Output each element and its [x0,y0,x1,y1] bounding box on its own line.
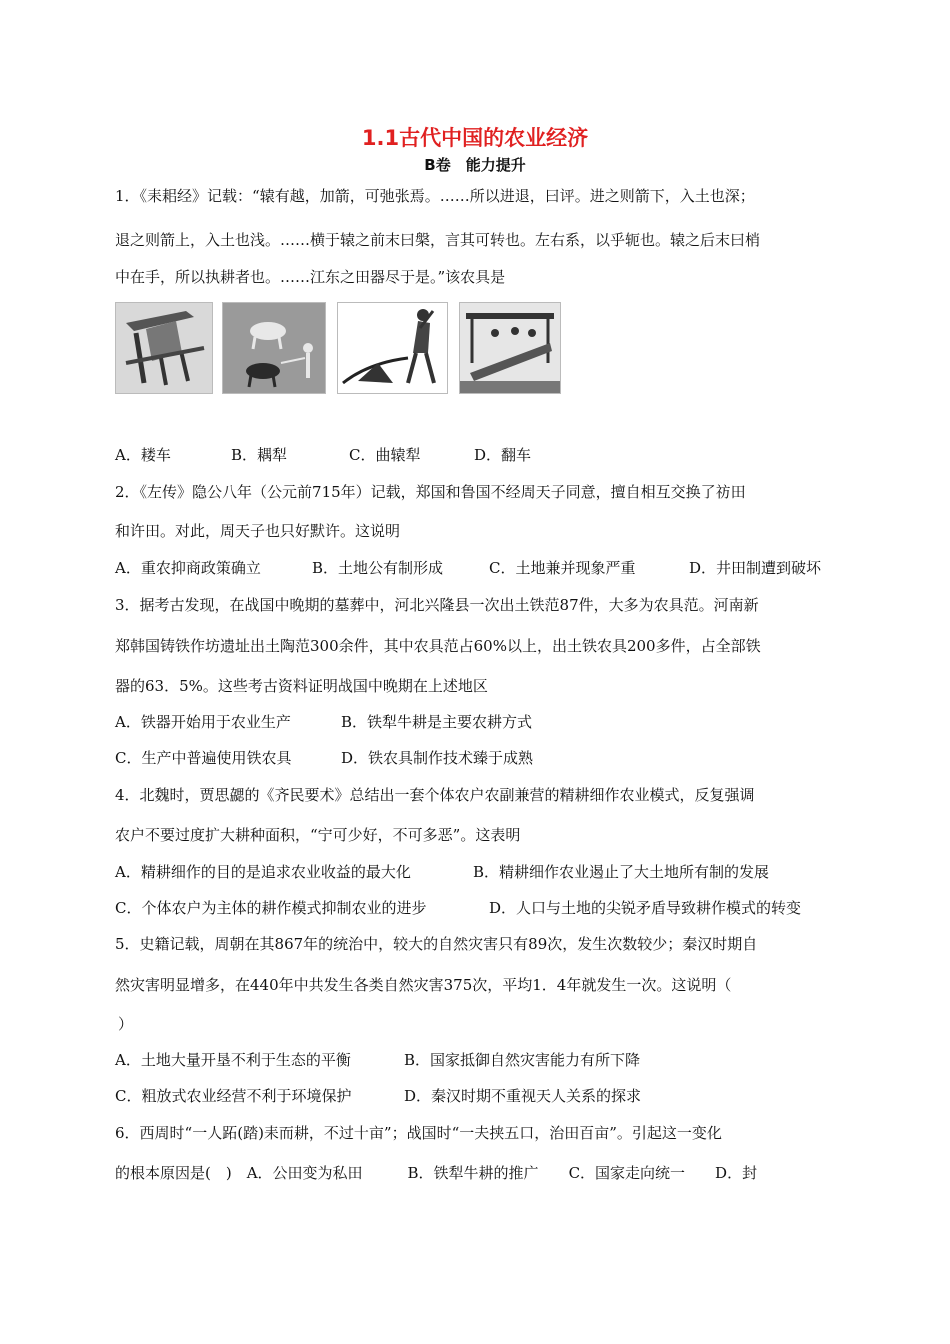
q5-option-d[interactable]: D．秦汉时期不重视天人关系的探求 [404,1087,642,1105]
question-1-line-2: 退之则箭上，入土也浅。……横于辕之前末曰槃，言其可转也。左右系，以乎轭也。辕之后末曰梢 [115,231,761,249]
question-4-options-row-1 [115,862,845,882]
question-5-line-1: 5．史籍记载，周朝在其867年的统治中，较大的自然灾害只有89次，发生次数较少；秦汉时期自 [115,935,758,953]
q4-option-a[interactable]: A．精耕细作的目的是追求农业收益的最大化 [115,863,411,881]
q2-option-c[interactable]: C．土地兼并现象严重 [489,559,636,577]
q3-option-a[interactable]: A．铁器开始用于农业生产 [115,713,291,731]
question-5-options-row-2 [115,1086,845,1106]
question-1-line-1: 1．《耒耜经》记载：“辕有越，加箭，可弛张焉。……所以进退，曰评。进之则箭下，入土也深； [115,187,755,205]
q2-option-d[interactable]: D．井田制遭到破坏 [689,559,822,577]
question-1-line-3: 中在手，所以执耕者也。……江东之田器尽于是。”该农具是 [115,268,506,286]
question-6-line-1: 6．西周时“一人跖(踏)耒而耕，不过十亩”；战国时“一夫挟五口，治田百亩”。引起这一变化 [115,1124,722,1142]
q4-option-d[interactable]: D．人口与土地的尖锐矛盾导致耕作模式的转变 [489,899,802,917]
question-3-line-3: 器的63．5%。这些考古资料证明战国中晚期在上述地区 [115,677,488,695]
q1-option-b[interactable]: B．耦犁 [231,446,288,464]
q1-option-a[interactable]: A．耧车 [115,446,171,464]
page-subtitle: B卷 能力提升 [424,156,526,174]
q3-option-d[interactable]: D．铁农具制作技术臻于成熟 [341,749,534,767]
question-4-line-1: 4．北魏时，贾思勰的《齐民要术》总结出一套个体农户农副兼营的精耕细作农业模式，反复强调 [115,786,755,804]
question-5-line-2: 然灾害明显增多，在440年中共发生各类自然灾害375次，平均1．4年就发生一次。这说明（ [115,976,732,994]
q1-option-c[interactable]: C．曲辕犁 [349,446,421,464]
question-5-options-row-1 [115,1050,845,1070]
ox-plough-relief-image [222,302,326,394]
question-2-options [115,558,845,578]
question-3-options-row-1 [115,712,845,732]
page-title: 1.1古代中国的农业经济 [361,126,589,150]
q2-option-a[interactable]: A．重农抑商政策确立 [115,559,261,577]
q1-option-d[interactable]: D．翻车 [474,446,532,464]
question-5-line-3: ） [118,1015,134,1033]
curved-shaft-plough-image [337,302,448,394]
seed-drill-image [115,302,213,394]
q4-option-b[interactable]: B．精耕细作农业遏止了大土地所有制的发展 [473,863,770,881]
question-2-line-2: 和许田。对此，周天子也只好默许。这说明 [115,522,401,540]
question-2-line-1: 2．《左传》隐公八年（公元前715年）记载，郑国和鲁国不经周天子同意，擅自相互交换了祊田 [115,483,746,501]
question-6-line-2: 的根本原因是( ) A．公田变为私田 B．铁犁牛耕的推广 C．国家走向统一 D．封 [115,1164,758,1182]
q2-option-b[interactable]: B．土地公有制形成 [312,559,444,577]
q3-option-c[interactable]: C．生产中普遍使用铁农具 [115,749,292,767]
question-4-line-2: 农户不要过度扩大耕种面积，“宁可少好，不可多恶”。这表明 [115,826,521,844]
q4-option-c[interactable]: C．个体农户为主体的耕作模式抑制农业的进步 [115,899,427,917]
q5-option-a[interactable]: A．土地大量开垦不利于生态的平衡 [115,1051,351,1069]
question-4-options-row-2 [115,898,845,918]
q5-option-b[interactable]: B．国家抵御自然灾害能力有所下降 [404,1051,641,1069]
question-1-options [115,445,845,465]
question-3-options-row-2 [115,748,845,768]
question-3-line-1: 3．据考古发现，在战国中晚期的墓葬中，河北兴隆县一次出土铁范87件，大多为农具范。河南新 [115,596,759,614]
water-wheel-image [459,302,561,394]
q5-option-c[interactable]: C．粗放式农业经营不利于环境保护 [115,1087,352,1105]
q3-option-b[interactable]: B．铁犁牛耕是主要农耕方式 [341,713,533,731]
question-3-line-2: 郑韩国铸铁作坊遗址出土陶范300余件，其中农具范占60%以上，出土铁农具200多件，占全部铁 [115,637,761,655]
